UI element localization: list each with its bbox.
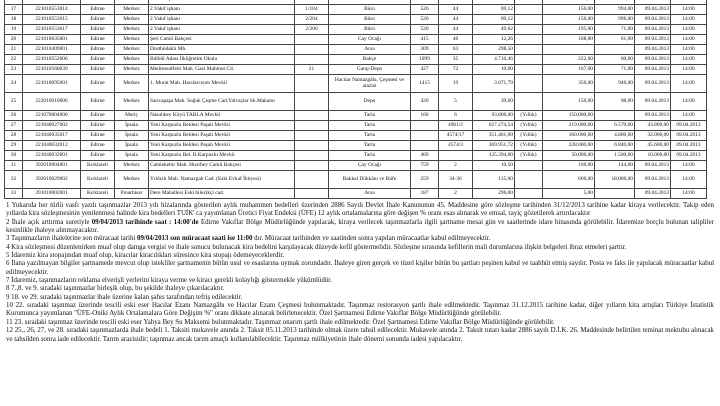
cell-b: 4574/3 xyxy=(439,141,473,151)
cell-ada: 21 xyxy=(295,65,329,75)
cell-g: 43.800,00 xyxy=(635,121,671,131)
cell-ilce: Merkez xyxy=(115,15,149,25)
cell-d xyxy=(515,15,543,25)
property-table xyxy=(4,0,707,199)
cell-cins: Garaj-Depo xyxy=(329,65,411,75)
cell-mahalle: Yeni Karpuzlu Beldesi Paşalı Mevkii xyxy=(149,121,295,131)
table-row xyxy=(5,111,707,121)
cell-g: 09.04.2013 xyxy=(635,161,671,171)
cell-parsel: 392010004001 xyxy=(23,161,81,171)
cell-ada xyxy=(295,121,329,131)
cell-b xyxy=(439,151,473,161)
cell-mahalle: Camiekebir Mah. Hızırbey Camii Bahçesi xyxy=(149,161,295,171)
note-6: 6 İlana yazılmayan bilgiler şartnamede mevcut olup istekliler şartnamenin bütün usul ve esaslarına uymak zorundadır. İhaleye giren gerçek ve tüzel kişiler bütün bu şartları peşinen kabul ve taahhüt etmiş sayılır. Posta ve faks ile yapılacak müracaatlar kabul edilmeyecektir. xyxy=(6,260,714,276)
cell-b: 44 xyxy=(439,25,473,35)
cell-c: 93.800,00 xyxy=(473,111,515,121)
cell-c: 135,00 xyxy=(473,171,515,189)
cell-parsel: 221010095001 xyxy=(23,75,81,93)
table-row xyxy=(5,5,707,15)
cell-f: 98,00 xyxy=(595,93,635,111)
cell-cins: Büro xyxy=(329,15,411,25)
cell-ada: 2/204 xyxy=(295,15,329,25)
table-row xyxy=(5,75,707,93)
cell-ada xyxy=(295,151,329,161)
cell-ada xyxy=(295,111,329,121)
cell-a: 426 xyxy=(411,93,439,111)
cell-ilce: Pınarhisar xyxy=(115,189,149,199)
cell-b: 6 xyxy=(439,111,473,121)
table-row xyxy=(5,141,707,151)
cell-cins: Tarla xyxy=(329,131,411,141)
cell-h: 14:00 xyxy=(671,45,707,55)
cell-c: 351.461,00 xyxy=(473,131,515,141)
cell-ilce: İpsala xyxy=(115,131,149,141)
cell-no: 32 xyxy=(5,171,23,189)
cell-cins: Tarla xyxy=(329,121,411,131)
cell-cins: Büro xyxy=(329,25,411,35)
cell-e: 350,00 xyxy=(543,75,595,93)
table-row xyxy=(5,161,707,171)
cell-cins: Büro xyxy=(329,5,411,15)
cell-h: 14:00 xyxy=(671,93,707,111)
cell-h: 14:00 xyxy=(671,161,707,171)
table-row xyxy=(5,35,707,45)
cell-b: 4574/17 xyxy=(439,131,473,141)
cell-parsel: 221070004000 xyxy=(23,111,81,121)
note-3-deadline: 09/04/2013 son müracaat saati ise 11:00 xyxy=(137,235,253,243)
cell-mahalle: Yeni Karpuzlu Bel. B.Karpuzlu Mevkii xyxy=(149,151,295,161)
cell-il: Edirne xyxy=(81,151,115,161)
cell-d xyxy=(515,45,543,55)
cell-il: Edirne xyxy=(81,75,115,93)
cell-h: 14:00 xyxy=(671,75,707,93)
cell-c: 39,00 xyxy=(473,93,515,111)
cell-h: 14:00 xyxy=(671,189,707,199)
cell-no: 31 xyxy=(5,161,23,171)
cell-h: 14:00 xyxy=(671,111,707,121)
table-row xyxy=(5,15,707,25)
cell-h: 14:00 xyxy=(671,15,707,25)
cell-il: Edirne xyxy=(81,15,115,25)
cell-mahalle: 2.Vakıf işhanı xyxy=(149,15,295,25)
cell-c: 125.394,00 xyxy=(473,151,515,161)
cell-mahalle: 2.Vakıf işhanı xyxy=(149,5,295,15)
cell-a: 526 xyxy=(411,25,439,35)
cell-a: 427 xyxy=(411,65,439,75)
note-9: 9 18. ve 29. sıradaki taşınmazlar ihale üzerine kalan şahıs tarafından tefriş edilecektir. xyxy=(6,293,243,301)
cell-parsel: 392010029002 xyxy=(23,171,81,189)
cell-ilce: Merkez xyxy=(115,45,149,55)
cell-a: 309 xyxy=(411,45,439,55)
cell-c: 49,62 xyxy=(473,25,515,35)
cell-g: 09.04.2013 xyxy=(635,15,671,25)
cell-ilce: İpsala xyxy=(115,141,149,151)
cell-b: 34-36 xyxy=(439,171,473,189)
cell-no: 20 xyxy=(5,35,23,45)
cell-c: 4.716,46 xyxy=(473,55,515,65)
cell-ada xyxy=(295,141,329,151)
cell-b: 63 xyxy=(439,45,473,55)
cell-mahalle: Medreseaffeiti Mah. Gazi Mahmut Cd. xyxy=(149,65,295,75)
cell-cins: Bahçe xyxy=(329,55,411,65)
cell-parsel: 221010409001 xyxy=(23,45,81,55)
cell-b: 2 xyxy=(439,189,473,199)
cell-ilce: Merkez xyxy=(115,35,149,45)
table-row xyxy=(5,131,707,141)
cell-h: 09.04.2013 xyxy=(671,141,707,151)
cell-no: 23 xyxy=(5,65,23,75)
cell-il: Edirne xyxy=(81,45,115,55)
cell-a: 526 xyxy=(411,5,439,15)
cell-f xyxy=(595,189,635,199)
cell-g: 10.000,00 xyxy=(635,151,671,161)
cell-no: 29 xyxy=(5,141,23,151)
cell-ilce: Merkez xyxy=(115,171,149,189)
cell-ilce: Merkez xyxy=(115,93,149,111)
cell-ada xyxy=(295,93,329,111)
cell-e: 228.000,00 xyxy=(543,141,595,151)
cell-h: 14:00 xyxy=(671,5,707,15)
cell-il: Edirne xyxy=(81,121,115,131)
cell-mahalle: Yeni Karpuzlu Beldesi Paşalı Mevkii xyxy=(149,131,295,141)
table-row xyxy=(5,93,707,111)
cell-ada xyxy=(295,171,329,189)
cell-ilce: Merkez xyxy=(115,5,149,15)
cell-ada: 1/104 xyxy=(295,5,329,15)
cell-d xyxy=(515,171,543,189)
cell-e: 50.000,00 xyxy=(543,151,595,161)
cell-cins: Arsa xyxy=(329,45,411,55)
cell-e: 150.000,00 xyxy=(543,111,595,121)
cell-mahalle: Dosthüdaklı Mh. xyxy=(149,45,295,55)
cell-d xyxy=(515,55,543,65)
cell-cins: Bakkal Dükkânı ve Büfe xyxy=(329,171,411,189)
cell-ada xyxy=(295,45,329,55)
table-row xyxy=(5,189,707,199)
cell-a xyxy=(411,131,439,141)
cell-no: 25 xyxy=(5,93,23,111)
cell-c: 296,00 xyxy=(473,189,515,199)
cell-cins: Tarla xyxy=(329,141,411,151)
cell-a xyxy=(411,121,439,131)
cell-h: 09.04.2013 xyxy=(671,131,707,141)
cell-g: 09.04.2013 xyxy=(635,93,671,111)
cell-il: Edirne xyxy=(81,111,115,121)
cell-ada xyxy=(295,131,329,141)
table-row xyxy=(5,55,707,65)
cell-e: 5,00 xyxy=(543,189,595,199)
cell-ada xyxy=(295,189,329,199)
note-1-text: 1 Yukarıda her türlü vasfı yazılı taşınmazlar 2013 yılı hizalarında gösterilen aylık muhammen bedelleri üzerinden 2886 Sayılı Devlet İhale Kanununun 45. Maddesine göre sözleşme tarihinden 31/12/2013 tarihine kadar kiraya verilecektir. Takip eden yıllarda kira sözleşmesinin yenilenmesi halinde kira bedelleri TUİK' ca yayımlanan Üretici Fiyat Endeksi (ÜFE) 12 aylık ortalamalarına göre değişen % oranı esas alınarak ve emsal, rayiç gözetilerek artırılacaktır xyxy=(6,202,714,218)
cell-no: 18 xyxy=(5,15,23,25)
cell-il: Edirne xyxy=(81,131,115,141)
cell-h: 14:00 xyxy=(671,55,707,65)
cell-a: 415 xyxy=(411,35,439,45)
cell-e: 150,00 xyxy=(543,93,595,111)
cell-e: 219.000,00 xyxy=(543,121,595,131)
cell-mahalle: 2.Vakıf işhanı xyxy=(149,25,295,35)
cell-f: 61,00 xyxy=(595,35,635,45)
cell-no: 26 xyxy=(5,111,23,121)
cell-il: Edirne xyxy=(81,25,115,35)
cell-g: 09.04.2013 xyxy=(635,55,671,65)
cell-ada xyxy=(295,75,329,93)
cell-il: Edirne xyxy=(81,5,115,15)
cell-c: 69,12 xyxy=(473,5,515,15)
cell-e: 600,00 xyxy=(543,171,595,189)
cell-g: 09.04.2013 xyxy=(635,45,671,55)
cell-ilce: Merkez xyxy=(115,75,149,93)
cell-d xyxy=(515,65,543,75)
cell-c: 369.951,72 xyxy=(473,141,515,151)
cell-g: 09.04.2013 xyxy=(635,35,671,45)
cell-no: 30 xyxy=(5,151,23,161)
cell-d: (Yıllık) xyxy=(515,151,543,161)
cell-c: 12,26 xyxy=(473,35,515,45)
cell-g: 09.04.2013 xyxy=(635,5,671,15)
cell-d: (Yıllık) xyxy=(515,141,543,151)
cell-il: Edirne xyxy=(81,65,115,75)
cell-ilce: Merkez xyxy=(115,25,149,35)
cell-ilce: Meriç xyxy=(115,111,149,121)
cell-no: 22 xyxy=(5,55,23,65)
cell-no: 28 xyxy=(5,131,23,141)
cell-parsel: 221040035017 xyxy=(23,131,81,141)
cell-c: 627.274,54 xyxy=(473,121,515,131)
cell-f xyxy=(595,45,635,55)
cell-f: 940,00 xyxy=(595,75,635,93)
cell-parsel: 221010553017 xyxy=(23,25,81,35)
cell-b: 35 xyxy=(439,55,473,65)
cell-e: 222,00 xyxy=(543,55,595,65)
cell-b: 2 xyxy=(439,161,473,171)
cell-f: 71,00 xyxy=(595,25,635,35)
cell-ada xyxy=(295,35,329,45)
cell-mahalle: Nasuhbey Köyü TARLA Mevkii xyxy=(149,111,295,121)
cell-e: 150,00 xyxy=(543,15,595,25)
cell-f: 144,00 xyxy=(595,161,635,171)
note-5: 5 İdaremiz kira stopajından muaf olup, kiracılar kiracılıkları süresince kira stopajı ödemeyeceklerdir. xyxy=(6,252,285,260)
cell-h: 09.04.2013 xyxy=(671,151,707,161)
cell-b: 44 xyxy=(439,15,473,25)
cell-g: 09.04.2013 xyxy=(635,75,671,93)
cell-d xyxy=(515,93,543,111)
cell-il: Edirne xyxy=(81,141,115,151)
cell-ada xyxy=(295,55,329,65)
cell-f: 996,00 xyxy=(595,15,635,25)
cell-c: 69,12 xyxy=(473,15,515,25)
cell-f: 18.000,00 xyxy=(595,171,635,189)
cell-g: 09.04.2013 xyxy=(635,65,671,75)
cell-a: 259 xyxy=(411,171,439,189)
cell-d: (Yıllık) xyxy=(515,121,543,131)
cell-a: 759 xyxy=(411,161,439,171)
cell-e xyxy=(543,45,595,55)
cell-b: 44 xyxy=(439,5,473,15)
cell-parsel: 221040032012 xyxy=(23,141,81,151)
cell-mahalle: Bülbül Adası İlköğretim Okulu xyxy=(149,55,295,65)
cell-h: 14:00 xyxy=(671,25,707,35)
cell-f: 994,00 xyxy=(595,5,635,15)
cell-il: Kırklareli xyxy=(81,189,115,199)
note-10: 10 22. sıradaki taşınmaz üzerinde tescili eski eser Hacılar Ezanı Namazgâhı ve Hacılar Ezanı Çeşmesi bulunmaktadır. Taşınmaz restorasyon şartlı ihale edilmektedir. Taşınmaz 31.12.2015 tarihine kadar, diğer yılların kira artışları Türkiye İstatistik Kurumunca yayımlanan "ÜFE-Oniki Aylık Ortalamalara Göre Değişim %" oranı dikkate alınarak belirlenecektir. Özel Şartnamesi Edirne Vakıflar Bölge Müdürlüğünde görülebilir. xyxy=(6,302,714,318)
cell-ilce: Merkez xyxy=(115,161,149,171)
cell-cins: Cay Ocağı xyxy=(329,35,411,45)
cell-parsel: 221010553015 xyxy=(23,15,81,25)
note-4: 4 Kira sözleşmesi düzenlenirken muaf olup damga vergisi ve ihale sonucu bulunacak kira bedelini karşılayacak düzeyde kefil göstermelidir. Sözleşme sırasında kefillerin mali durumlarına ilişkin belgeleri ibraz etmeleri şarttır. xyxy=(6,243,627,251)
cell-b: 4961/2 xyxy=(439,121,473,131)
table-row xyxy=(5,151,707,161)
note-2-date: 09/04/2013 tarihinde saat : 14:00'de xyxy=(91,218,199,226)
cell-ada xyxy=(295,161,329,171)
cell-e: 167,00 xyxy=(543,65,595,75)
table-row xyxy=(5,171,707,189)
table-row xyxy=(5,25,707,35)
cell-g: 09.04.2013 xyxy=(635,25,671,35)
cell-h: 14:00 xyxy=(671,171,707,189)
cell-parsel: 221010553014 xyxy=(23,5,81,15)
cell-mahalle: Şeri Camii Bahçesi xyxy=(149,35,295,45)
cell-mahalle: 1. Murat Mah. Hacılarcısım Mevkii xyxy=(149,75,295,93)
cell-parsel: 391010002001 xyxy=(23,189,81,199)
cell-a xyxy=(411,141,439,151)
cell-h: 09.04.2013 xyxy=(671,121,707,131)
cell-ilce: İpsala xyxy=(115,151,149,161)
cell-a: 1415 xyxy=(411,75,439,93)
cell-d xyxy=(515,5,543,15)
cell-e: 150,00 xyxy=(543,5,595,15)
cell-cins: Hacılar Namazgâhı, Çeşmesi ve arazisi xyxy=(329,75,411,93)
cell-b: 72 xyxy=(439,65,473,75)
cell-f xyxy=(595,111,635,121)
cell-b: 46 xyxy=(439,35,473,45)
cell-il: Edirne xyxy=(81,35,115,45)
cell-h: 14:00 xyxy=(671,35,707,45)
cell-d xyxy=(515,189,543,199)
cell-d xyxy=(515,161,543,171)
cell-il: Edirne xyxy=(81,55,115,65)
cell-il: Kırklareli xyxy=(81,171,115,189)
cell-no: 19 xyxy=(5,25,23,35)
table-row xyxy=(5,65,707,75)
cell-f: 6.840,00 xyxy=(595,141,635,151)
cell-f: 71,00 xyxy=(595,65,635,75)
cell-no: 21 xyxy=(5,45,23,55)
cell-ilce: İpsala xyxy=(115,121,149,131)
cell-d xyxy=(515,25,543,35)
cell-parsel: 221040032001 xyxy=(23,151,81,161)
cell-b: 5 xyxy=(439,93,473,111)
cell-mahalle: Yıldızlı Mah. Namazgah Cad. (Eski Evkaf İhtiyesi) xyxy=(149,171,295,189)
cell-a: 160 xyxy=(411,111,439,121)
cell-cins: Tarla xyxy=(329,151,411,161)
cell-c: 10,50 xyxy=(473,161,515,171)
cell-no: 17 xyxy=(5,5,23,15)
cell-e: 160.000,00 xyxy=(543,131,595,141)
note-8: 8 7.,8. ve 9. sıradaki taşınmazlar birleşik olup, bu şekilde ihaleye çıkarılacaktır. xyxy=(6,285,225,293)
note-2 xyxy=(6,219,714,236)
cell-mahalle: Sarıcapaşa Mah. Soğuk Çeşme Cad.Yalvaçlar Sk.Makamı xyxy=(149,93,295,111)
cell-parsel: 222010010006 xyxy=(23,93,81,111)
cell-no: 33 xyxy=(5,189,23,199)
cell-b: 19 xyxy=(439,75,473,93)
cell-d: (Yıllık) xyxy=(515,111,543,121)
cell-a: 1099 xyxy=(411,55,439,65)
cell-f: 6.570,00 xyxy=(595,121,635,131)
note-12: 12 25., 26, 27, ve 28. sıradaki taşınmazlarda ihale bedeli 1. Taksiti mukavele anında 2. Taksit 05.11.2013 tarihinde olmak üzere tahsil edilecektir. Mukavele anında 2. Taksit tutarı kadar 2886 sayılı D.İ.K. 26. Maddesinde belirtilen teminat mektubu alınacak ve tahsilden sonra iade edilecektir. Tarım arazisidir; taşınmaz ancak tarım amaçlı kullanılabilecektir. Taşınmaz mülkiyetinin ihale dönemi sonunda iadesi yapılacaktır. xyxy=(6,327,714,343)
cell-f: 4.800,00 xyxy=(595,131,635,141)
cell-a: 187 xyxy=(411,189,439,199)
note-11: 11 23. sıradaki taşınmaz üzerinde tescili eski eser Yahya Bey Su Maksemi bulunmaktadır. Taşınmaz onarım şartlı ihale edilmektedir. Özel Şartnamesi Edirne Vakıflar Bölge Müdürlüğünde görülebilir. xyxy=(6,318,555,326)
cell-parsel: 221040027002 xyxy=(23,121,81,131)
cell-c: 10,00 xyxy=(473,65,515,75)
cell-e: 160,00 xyxy=(543,161,595,171)
table-row xyxy=(5,45,707,55)
cell-mahalle: Yeni Karpuzlu Beldesi Paşalı Mevkii xyxy=(149,141,295,151)
cell-ilce: Merkez xyxy=(115,55,149,65)
cell-mahalle: Dere Mahallesi Eski bilezikçi cad. xyxy=(149,189,295,199)
note-2-text-a: 2 İhale açık arttırma suretiyle xyxy=(6,218,92,226)
cell-cins: Arsa xyxy=(329,189,411,199)
cell-il: Kırklareli xyxy=(81,161,115,171)
cell-c: 3.071,79 xyxy=(473,75,515,93)
cell-ilce: Merkez xyxy=(115,65,149,75)
note-3-text-a: 3 Taşınmazların ihalelerine son müracaat tarihi xyxy=(6,235,138,243)
note-1 xyxy=(6,202,714,219)
cell-parsel: 221010560039 xyxy=(23,65,81,75)
cell-parsel: 221010552006 xyxy=(23,55,81,65)
notes-section xyxy=(6,202,714,344)
cell-cins: Tarla xyxy=(329,111,411,121)
note-3 xyxy=(6,235,714,243)
cell-d xyxy=(515,35,543,45)
cell-g: 09.04.2013 xyxy=(635,171,671,189)
cell-ada: 2/206 xyxy=(295,25,329,35)
cell-e: 195,00 xyxy=(543,25,595,35)
cell-g: 09.04.2013 xyxy=(635,111,671,121)
cell-f: 60,00 xyxy=(595,55,635,65)
cell-d xyxy=(515,75,543,93)
cell-cins: Çay Ocağı xyxy=(329,161,411,171)
cell-f: 1.500,00 xyxy=(595,151,635,161)
note-3-text-c: dır. Müracaat tarihinden ve saatinden sonra yapılan müracaatlar kabul edilmeyecektir. xyxy=(252,235,491,243)
cell-il: Edirne xyxy=(81,93,115,111)
note-2-text-c: Edirne Vakıflar Bölge Müdürlüğünde yapılacak, kiraya verilecek taşınmazlarla ilgili şartname mesai gün ve saatlerinde idare binasında görülebilir. İdaremize borçlu bulunan talipliler kesinlikle ihaleye alınmayacaktır. xyxy=(6,218,714,235)
note-7: 7 İdaremiz, taşınmazların reklama elverişli yerlerini kiraya verme ve kiracı gerekli kolaylığı göstermekle yükümlüdür. xyxy=(6,277,332,285)
cell-c: 298,50 xyxy=(473,45,515,55)
cell-a: 469 xyxy=(411,151,439,161)
cell-e: 168,00 xyxy=(543,35,595,45)
cell-g: 45.600,00 xyxy=(635,141,671,151)
cell-g: 32.000,00 xyxy=(635,131,671,141)
cell-parsel: 221010635001 xyxy=(23,35,81,45)
cell-d: (Yıllık) xyxy=(515,131,543,141)
cell-h: 14:00 xyxy=(671,65,707,75)
table-row xyxy=(5,121,707,131)
cell-g: 09.04.2013 xyxy=(635,189,671,199)
cell-no: 24 xyxy=(5,75,23,93)
cell-a: 526 xyxy=(411,15,439,25)
cell-cins: Depo xyxy=(329,93,411,111)
cell-no: 27 xyxy=(5,121,23,131)
